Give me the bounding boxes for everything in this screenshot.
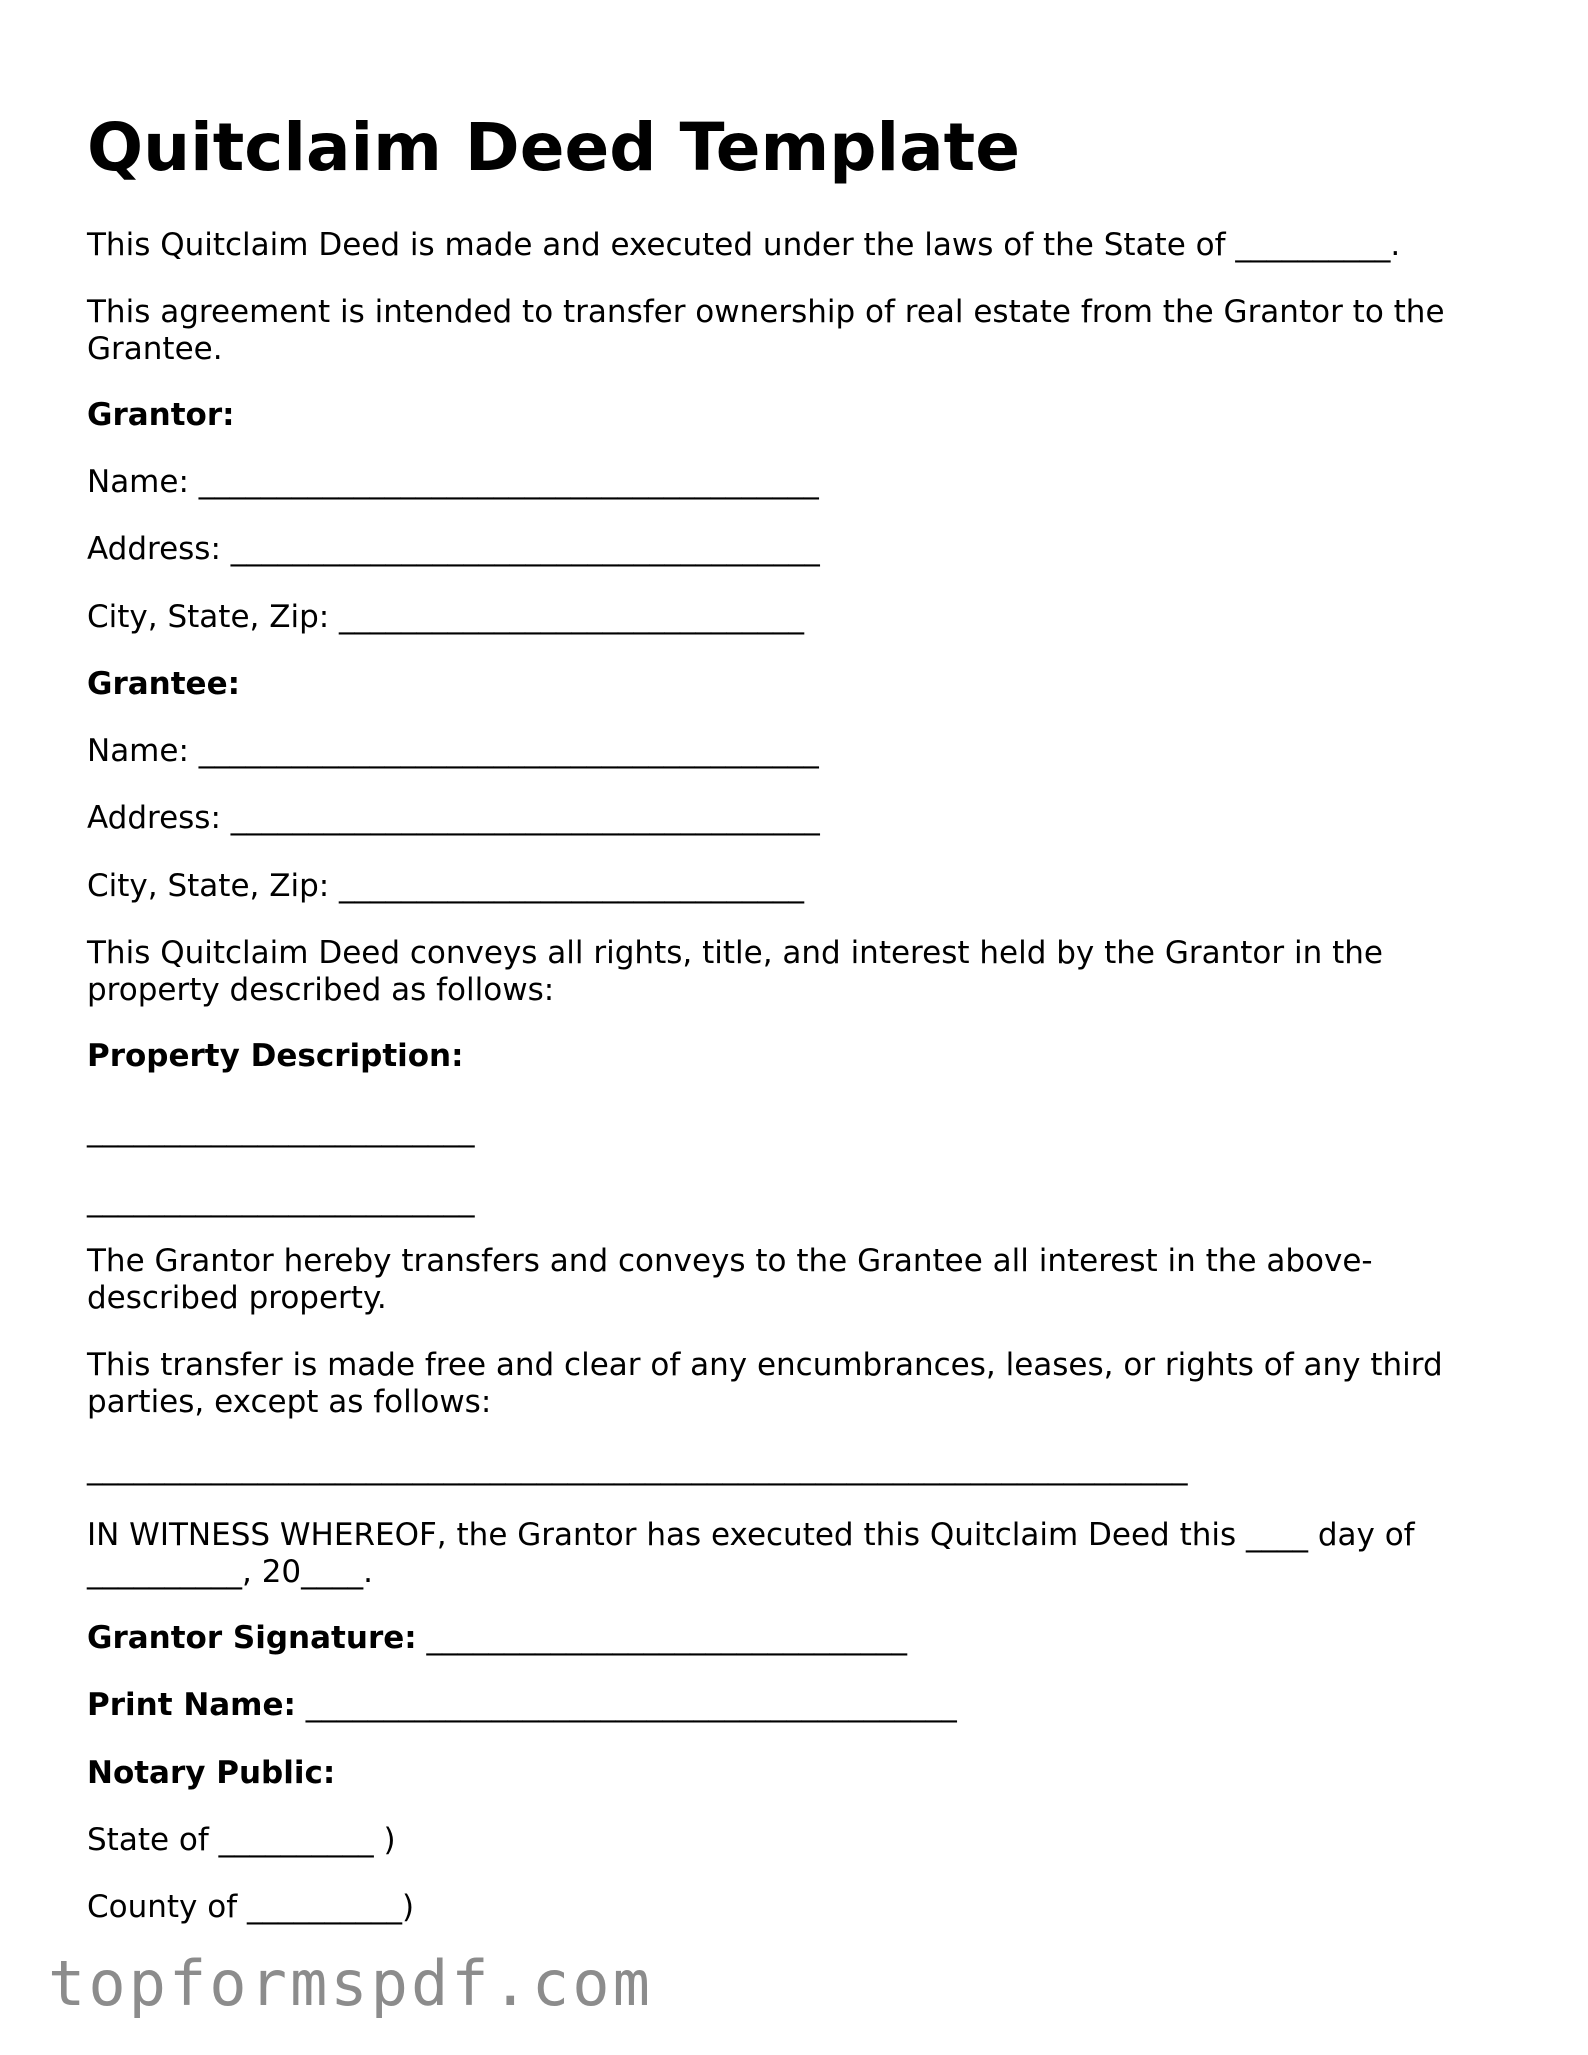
print-name-label: Print Name: [87, 1687, 296, 1723]
grantor-name-field: Name: ________________________________________ [87, 464, 819, 500]
transfer-paragraph: The Grantor hereby transfers and conveys to the Grantee all interest in the above-described property. [87, 1243, 1373, 1316]
notary-county-field: County of __________) [87, 1889, 415, 1925]
watermark: topformspdf.com [48, 1947, 653, 2020]
state-law-clause: This Quitclaim Deed is made and executed under the laws of the State of __________. [87, 227, 1401, 263]
grantor-signature-blank: _______________________________ [416, 1620, 908, 1656]
property-description-heading: Property Description: [87, 1038, 464, 1074]
grantee-name-field: Name: ________________________________________ [87, 733, 819, 769]
grantor-signature-label: Grantor Signature: [87, 1620, 417, 1656]
exceptions-line: _______________________________________________________________________ [87, 1450, 1188, 1486]
conveyance-paragraph: This Quitclaim Deed conveys all rights, title, and interest held by the Grantor in the property described as follows: [87, 935, 1383, 1008]
grantor-signature-field [87, 1620, 907, 1657]
document-title: Quitclaim Deed Template [87, 109, 1020, 186]
grantee-city-state-zip-field: City, State, Zip: ______________________________ [87, 868, 805, 904]
property-description-line-2: _________________________ [87, 1182, 475, 1218]
grantee-heading: Grantee: [87, 666, 240, 702]
grantor-heading: Grantor: [87, 397, 235, 433]
notary-state-field: State of __________ ) [87, 1822, 396, 1858]
witness-paragraph: IN WITNESS WHEREOF, the Grantor has executed this Quitclaim Deed this ____ day of __________, 20____. [87, 1517, 1415, 1590]
grantor-address-field: Address: ______________________________________ [87, 531, 820, 567]
grantee-address-field: Address: ______________________________________ [87, 800, 820, 836]
purpose-paragraph: This agreement is intended to transfer ownership of real estate from the Grantor to the Grantee. [87, 294, 1445, 367]
notary-public-heading: Notary Public: [87, 1755, 336, 1791]
print-name-field [87, 1687, 957, 1724]
property-description-line-1: _________________________ [87, 1112, 475, 1148]
encumbrances-paragraph: This transfer is made free and clear of any encumbrances, leases, or rights of any third parties, except as follows: [87, 1347, 1443, 1420]
print-name-blank: __________________________________________ [295, 1687, 957, 1723]
grantor-city-state-zip-field: City, State, Zip: ______________________________ [87, 599, 805, 635]
